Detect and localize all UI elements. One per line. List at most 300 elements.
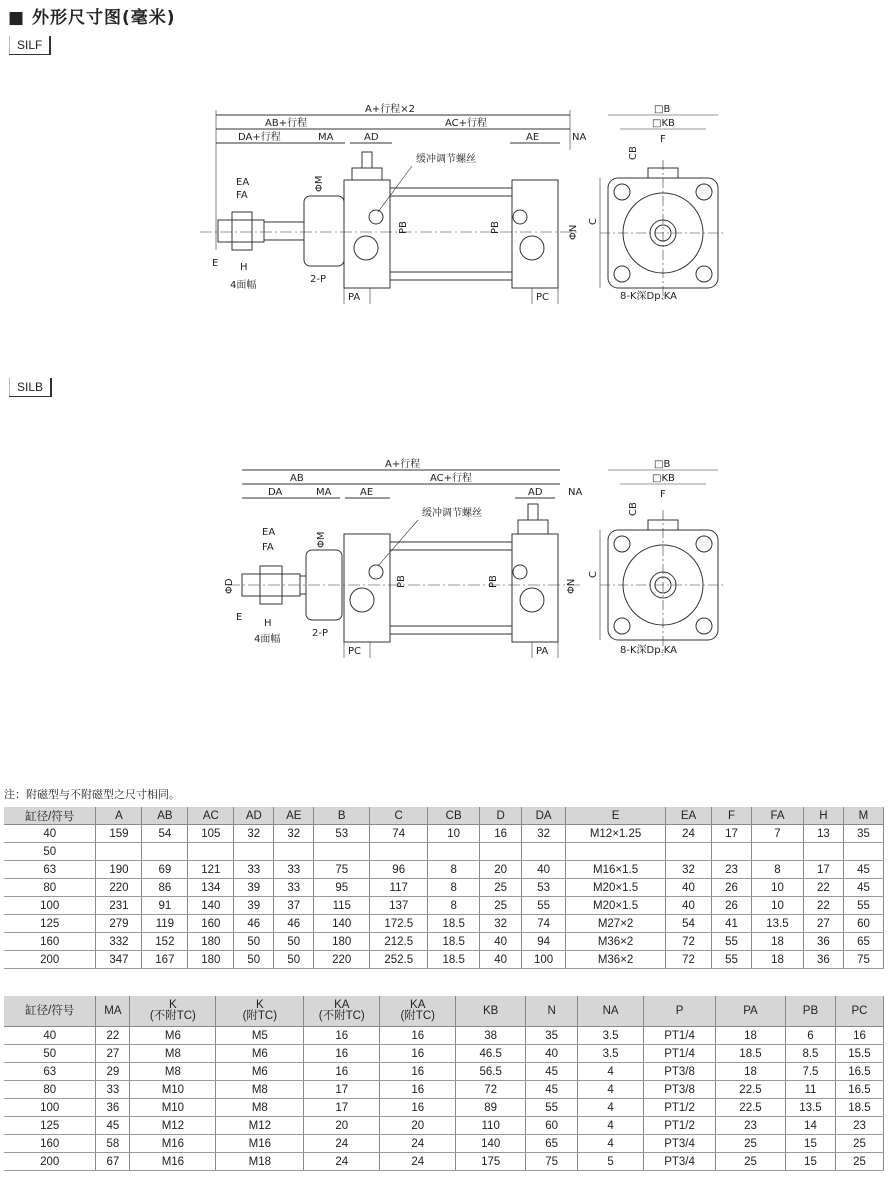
t1-header: AC [188,807,234,825]
t2-header [216,996,304,1027]
table-cell: 80 [4,1081,96,1099]
e2-label: E [236,612,243,623]
table-cell [480,843,522,861]
table-cell: 180 [314,933,370,951]
phin-label: ΦN [568,224,579,240]
table-cell [843,843,883,861]
phim2-label: ΦM [316,531,327,548]
header-subline: (附TC) [400,1010,435,1022]
table-cell [142,843,188,861]
f2-label: F [660,489,666,500]
table-cell: 115 [314,897,370,915]
table-cell: 40 [480,951,522,969]
header-line: MA [104,1004,122,1017]
t1-header: C [370,807,428,825]
pb4-label: PB [488,575,499,588]
table-cell: 20 [380,1117,456,1135]
table-row [4,1117,884,1135]
table-cell: M12 [130,1117,216,1135]
table-cell: 23 [835,1117,883,1135]
b2-label: □B [654,459,671,470]
table-cell: 20 [480,861,522,879]
table-cell: 15 [785,1153,835,1171]
table-cell: 16 [304,1045,380,1063]
table-cell: 231 [96,897,142,915]
kb-label: □KB [652,118,675,129]
table-cell: 54 [666,915,712,933]
table-cell: 74 [370,825,428,843]
table-cell: 32 [480,915,522,933]
header-subline: (不附TC) [149,1010,196,1022]
p2-label: 2-P [312,628,329,639]
table-cell: 95 [314,879,370,897]
table-cell: 160 [4,933,96,951]
table-cell: 86 [142,879,188,897]
table-cell: 27 [803,915,843,933]
table-cell: 24 [380,1135,456,1153]
h-label: H [240,262,248,273]
table-cell: 175 [456,1153,526,1171]
dim2-a: A+行程 [385,459,421,470]
c2-label: C [588,571,599,578]
table-cell: 16 [380,1063,456,1081]
k-label: 8-K深Dp.KA [620,291,677,302]
table-row [4,1063,884,1081]
table-cell: M5 [216,1027,304,1045]
page-title: ■ 外形尺寸图(毫米) [8,8,176,28]
dim-na: NA [572,132,587,143]
table-cell: 125 [4,1117,96,1135]
table-cell [428,843,480,861]
table-cell: 96 [370,861,428,879]
table-cell: M8 [216,1099,304,1117]
table-cell: 32 [234,825,274,843]
t1-header: A [96,807,142,825]
table-cell: 16 [304,1027,380,1045]
dim2-ad: AD [528,487,543,498]
table-cell: 100 [4,897,96,915]
table-cell: M36×2 [566,933,666,951]
dim2-na: NA [568,487,583,498]
header-line: K [255,999,264,1011]
table-cell: 220 [314,951,370,969]
table-cell: 38 [456,1027,526,1045]
table-cell: 46.5 [456,1045,526,1063]
t2-header [456,996,526,1027]
table-cell: 45 [843,861,883,879]
table-cell: 36 [803,951,843,969]
table-cell: PT3/8 [644,1063,716,1081]
table-cell [370,843,428,861]
table-cell [566,843,666,861]
table-cell: 60 [526,1117,578,1135]
table-cell: M36×2 [566,951,666,969]
table-cell: 16.5 [835,1081,883,1099]
table-cell: 10 [751,897,803,915]
table-cell: M20×1.5 [566,879,666,897]
b-label: □B [654,104,671,115]
t1-header: AD [234,807,274,825]
t2-header [380,996,456,1027]
table-cell: 50 [234,951,274,969]
table-cell: 220 [96,879,142,897]
table-cell: M6 [216,1045,304,1063]
table-cell: 100 [4,1099,96,1117]
table-row [4,1027,884,1045]
header-subline: (附TC) [242,1010,278,1022]
table-cell [234,843,274,861]
table-cell: 252.5 [370,951,428,969]
table-cell: 36 [96,1099,130,1117]
header-line: KA [410,999,426,1011]
dimension-table-1 [4,807,884,969]
table-cell: 332 [96,933,142,951]
t1-header: B [314,807,370,825]
table-cell: PT1/4 [644,1027,716,1045]
table-cell: 50 [274,933,314,951]
table-cell: 72 [456,1081,526,1099]
f-label: F [660,134,666,145]
table-cell: M16×1.5 [566,861,666,879]
table-cell: 117 [370,879,428,897]
table-cell [522,843,566,861]
table-cell: 167 [142,951,188,969]
silb-tag: SILB [9,378,52,397]
pb3-label: PB [396,575,407,588]
table-cell: 6 [785,1027,835,1045]
dimension-table-2 [4,996,884,1171]
table-cell: 89 [456,1099,526,1117]
table-cell: 40 [526,1045,578,1063]
fa-label: FA [236,190,248,201]
table-cell: 25 [835,1153,883,1171]
table-cell: 63 [4,861,96,879]
table-cell: 10 [751,879,803,897]
ea-label: EA [236,177,250,188]
table-cell: 180 [188,933,234,951]
table-cell: PT3/8 [644,1081,716,1099]
table-cell: 35 [843,825,883,843]
table-cell: 172.5 [370,915,428,933]
phin2-label: ΦN [566,578,577,594]
table-cell [751,843,803,861]
table-cell: 18 [716,1027,786,1045]
dim-ma: MA [318,132,334,143]
table-cell: 16 [380,1045,456,1063]
cb-label: CB [628,146,639,160]
table-row [4,1153,884,1171]
ea2-label: EA [262,527,276,538]
table-cell: 16 [835,1027,883,1045]
table-cell: 125 [4,915,96,933]
table-cell: 40 [480,933,522,951]
header-line: KA [334,999,350,1011]
table-cell: 3.5 [578,1027,644,1045]
table-cell: 200 [4,1153,96,1171]
table-cell: 74 [522,915,566,933]
phid2-label: ΦD [224,578,235,594]
t2-header [96,996,130,1027]
header-line: P [675,1004,684,1017]
cb2-label: CB [628,502,639,516]
t1-header: D [480,807,522,825]
table-cell: 22 [803,879,843,897]
table-cell: 50 [234,933,274,951]
table-cell: 190 [96,861,142,879]
table-cell: 72 [666,951,712,969]
table-cell: 105 [188,825,234,843]
table-cell: 40 [522,861,566,879]
table-cell: 94 [522,933,566,951]
table-cell: 46 [234,915,274,933]
table-cell: PT1/2 [644,1117,716,1135]
table-cell: 160 [4,1135,96,1153]
table-cell: 140 [314,915,370,933]
table-cell: 56.5 [456,1063,526,1081]
table-cell: 33 [274,861,314,879]
table-cell: 13 [803,825,843,843]
table-cell: 22.5 [716,1099,786,1117]
table-cell: M10 [130,1099,216,1117]
t1-header: EA [666,807,712,825]
table-cell: 11 [785,1081,835,1099]
table-row [4,879,884,897]
table-cell: 75 [843,951,883,969]
table-cell: 29 [96,1063,130,1081]
table-cell: 54 [142,825,188,843]
pa-label: PA [348,292,361,303]
table-cell: 67 [96,1153,130,1171]
header-line: KB [483,1004,499,1017]
table-cell: M18 [216,1153,304,1171]
table-cell: 8.5 [785,1045,835,1063]
table-cell: 140 [188,897,234,915]
pb2-label: PB [490,221,501,234]
table-cell: 24 [666,825,712,843]
table-cell: 18.5 [428,933,480,951]
h2-label: H [264,618,272,629]
table-cell: 53 [522,879,566,897]
table-cell [666,843,712,861]
t1-header: FA [751,807,803,825]
table-row [4,1081,884,1099]
table-cell: 4 [578,1099,644,1117]
table-cell: M12×1.25 [566,825,666,843]
table-cell: 55 [712,933,752,951]
table-cell: 22.5 [716,1081,786,1099]
table-row [4,861,884,879]
table-cell: 53 [314,825,370,843]
k2-label: 8-K深Dp.KA [620,645,677,656]
table-cell: 3.5 [578,1045,644,1063]
table-cell: 180 [188,951,234,969]
table-row [4,933,884,951]
dim-ae: AE [526,132,540,143]
table-cell: PT3/4 [644,1135,716,1153]
kb2-label: □KB [652,473,675,484]
header-line: 缸径/符号 [25,1004,75,1017]
table-cell: 40 [666,879,712,897]
table-cell: 24 [380,1153,456,1171]
t2-header [526,996,578,1027]
table-cell: 41 [712,915,752,933]
dim-da: DA+行程 [238,132,281,143]
table-cell: 69 [142,861,188,879]
silf-tag: SILF [9,36,51,55]
table-cell: 25 [480,879,522,897]
t2-header [578,996,644,1027]
phim-label: ΦM [314,175,325,192]
table-cell: 55 [526,1099,578,1117]
table-row [4,897,884,915]
dim-a: A+行程×2 [365,104,415,115]
table-cell: 4 [578,1063,644,1081]
table-cell: 16 [480,825,522,843]
table-cell: 65 [843,933,883,951]
table-cell: 24 [304,1135,380,1153]
table-cell: 16 [380,1099,456,1117]
dim-ad: AD [364,132,379,143]
cushion2-label: 缓冲调节螺丝 [422,508,482,519]
table-cell: 75 [314,861,370,879]
table-cell: 140 [456,1135,526,1153]
header-line: NA [602,1004,619,1017]
table-cell: 35 [526,1027,578,1045]
table-cell: 40 [4,1027,96,1045]
table-cell: 212.5 [370,933,428,951]
table-cell: 45 [526,1063,578,1081]
table-cell: 32 [274,825,314,843]
table-cell: 33 [96,1081,130,1099]
t1-header: M [843,807,883,825]
table-cell: 80 [4,879,96,897]
p-label: 2-P [310,274,327,285]
table-cell: M10 [130,1081,216,1099]
table-cell [188,843,234,861]
t1-header: E [566,807,666,825]
table-cell: 16 [380,1081,456,1099]
t1-header: CB [428,807,480,825]
table-row [4,825,884,843]
face-label: 4面幅 [230,280,257,291]
table-cell: 17 [304,1081,380,1099]
t2-header [785,996,835,1027]
table-cell: 160 [188,915,234,933]
header-line: PB [802,1004,819,1017]
t1-header: H [803,807,843,825]
table-cell: 75 [526,1153,578,1171]
t1-header: AE [274,807,314,825]
table-cell: 37 [274,897,314,915]
table-cell: 23 [712,861,752,879]
table-cell: 36 [803,933,843,951]
table-cell: 25 [835,1135,883,1153]
silb-drawing [0,455,888,665]
table-cell: M8 [130,1045,216,1063]
t2-header [835,996,883,1027]
dim-ab: AB+行程 [265,118,308,129]
table-cell: 33 [234,861,274,879]
table-cell: 20 [304,1117,380,1135]
t2-header [644,996,716,1027]
table-cell: 14 [785,1117,835,1135]
table-cell: 23 [716,1117,786,1135]
table-cell: 13.5 [751,915,803,933]
table-cell: 60 [843,915,883,933]
table-cell: M20×1.5 [566,897,666,915]
t2-header [4,996,96,1027]
table-cell: 18 [716,1063,786,1081]
table-cell: 50 [4,1045,96,1063]
pc2-label: PC [348,646,362,657]
table-cell [274,843,314,861]
table-cell: 18.5 [835,1099,883,1117]
t1-header: DA [522,807,566,825]
table-cell: 18.5 [716,1045,786,1063]
c-label: C [588,218,599,225]
table-cell: 7.5 [785,1063,835,1081]
table-cell: 18.5 [428,915,480,933]
fa2-label: FA [262,542,274,553]
header-subline: (不附TC) [318,1010,365,1022]
table-cell: 152 [142,933,188,951]
table-cell: 58 [96,1135,130,1153]
table-cell: 8 [428,879,480,897]
table-cell: 45 [96,1117,130,1135]
table-cell: 55 [843,897,883,915]
table-cell: 18 [751,951,803,969]
table-cell: 15 [785,1135,835,1153]
table-cell: M16 [216,1135,304,1153]
table-cell: 45 [843,879,883,897]
table-cell: 134 [188,879,234,897]
dim2-ma: MA [316,487,332,498]
table-cell: 13.5 [785,1099,835,1117]
table-cell: 16.5 [835,1063,883,1081]
table-cell: M16 [130,1135,216,1153]
table-cell: 32 [666,861,712,879]
table-cell: 10 [428,825,480,843]
table-row [4,915,884,933]
table-cell: 8 [428,861,480,879]
table-cell: 25 [716,1135,786,1153]
table-cell: 72 [666,933,712,951]
table-cell: 279 [96,915,142,933]
table-cell: 40 [4,825,96,843]
cushion-label: 缓冲调节螺丝 [416,154,476,165]
dim2-da: DA [268,487,283,498]
table-row [4,951,884,969]
table-row [4,1045,884,1063]
table-cell: 33 [274,879,314,897]
table-cell: 40 [666,897,712,915]
table-cell: PT1/4 [644,1045,716,1063]
table-cell: 17 [304,1099,380,1117]
note: 注：附磁型与不附磁型之尺寸相同。 [4,788,180,801]
table-cell: 347 [96,951,142,969]
dim2-ab: AB [290,473,304,484]
table-cell: 25 [716,1153,786,1171]
pa2-label: PA [536,646,549,657]
t2-header [130,996,216,1027]
table-cell: 26 [712,897,752,915]
table-cell: M6 [216,1063,304,1081]
table-cell: 26 [712,879,752,897]
table-cell: 22 [96,1027,130,1045]
table-cell: 7 [751,825,803,843]
table-cell: 110 [456,1117,526,1135]
table-cell: 16 [304,1063,380,1081]
